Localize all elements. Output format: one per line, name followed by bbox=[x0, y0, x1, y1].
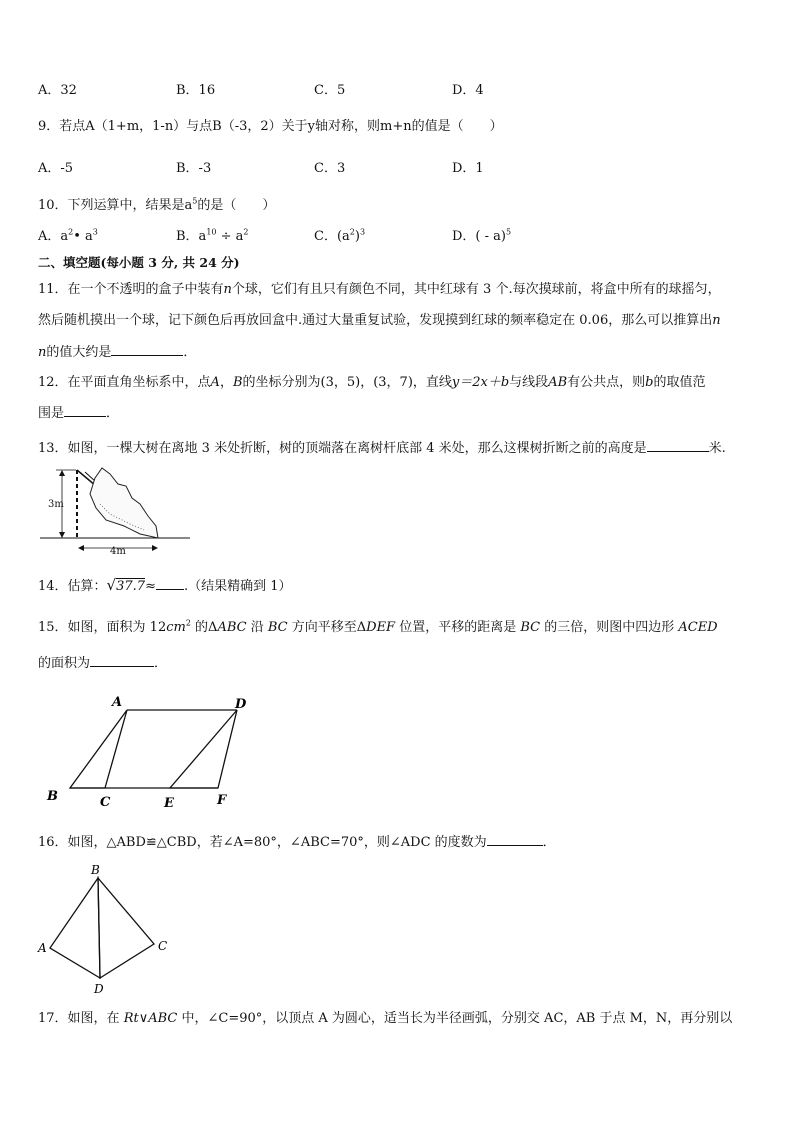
triangle-abd bbox=[50, 878, 100, 978]
q11-line2: 然后随机摸出一个球，记下颜色后再放回盒中.通过大量重复试验，发现摸到红球的频率稳定在 0.06，那么可以推算出n bbox=[38, 313, 721, 328]
q9-option-c[interactable]: C．3 bbox=[314, 161, 346, 176]
vertex-e: E bbox=[164, 796, 174, 811]
q16-congruent-triangles-figure bbox=[34, 860, 174, 998]
vertex-d: D bbox=[94, 982, 104, 996]
q9-stem: 9．若点A（1+m，1-n）与点B（-3，2）关于y轴对称，则m+n的值是（ ） bbox=[38, 119, 503, 134]
q15-translation-figure bbox=[40, 690, 270, 812]
q15-answer-blank[interactable] bbox=[90, 654, 154, 667]
vertex-b: B bbox=[91, 863, 100, 877]
q8-option-a[interactable]: A．32 bbox=[38, 83, 77, 98]
triangle-def bbox=[170, 710, 237, 788]
q12-line1: 12．在平面直角坐标系中，点A，B的坐标分别为(3，5)，(3，7)，直线y＝2x＋b与线段AB有公共点，则b的取值范 bbox=[38, 375, 706, 390]
q11-answer-blank[interactable] bbox=[111, 343, 183, 356]
q8-option-d[interactable]: D．4 bbox=[452, 83, 484, 98]
q15-line2: 的面积为 ． bbox=[38, 656, 168, 671]
vertex-a: A bbox=[38, 941, 47, 955]
q12-line2: 围是 ． bbox=[38, 406, 120, 421]
q9-option-a[interactable]: A．-5 bbox=[38, 161, 74, 176]
vertex-c: C bbox=[100, 795, 111, 810]
q11-line1: 11．在一个不透明的盒子中装有n个球，它们有且只有颜色不同，其中红球有 3 个.每次摸球前，将盒中所有的球摇匀， bbox=[38, 282, 721, 297]
q13-stem: 13．如图，一棵大树在离地 3 米处折断，树的顶端落在离树杆底部 4 米处，那么这棵树折断之前的高度是 米. bbox=[38, 441, 726, 456]
q9-option-b[interactable]: B．-3 bbox=[176, 161, 212, 176]
q9-option-d[interactable]: D．1 bbox=[452, 161, 484, 176]
triangle-cbd bbox=[98, 878, 154, 978]
q11-line3: n的值大约是 ． bbox=[38, 345, 197, 360]
q15-line1: 15．如图，面积为 $12cm^2$ 的ΔABC 沿 BC 方向平移至ΔDEF 位置，平移的距离是 BC 的三倍，则图中四边形 ACED bbox=[38, 618, 718, 635]
vertex-f: F bbox=[217, 793, 227, 808]
foliage bbox=[90, 468, 158, 538]
vertex-a: A bbox=[112, 695, 123, 710]
q8-option-b[interactable]: B．16 bbox=[176, 83, 216, 98]
q10-stem: 10．下列运算中，结果是$a^5$的是（ ） bbox=[38, 196, 276, 213]
q14-answer-blank[interactable] bbox=[156, 577, 184, 590]
q13-answer-blank[interactable] bbox=[647, 439, 709, 452]
q10-option-a[interactable]: A．$a^2•$ $a^3$ bbox=[38, 227, 98, 244]
label-4m: 4m bbox=[110, 546, 126, 557]
q10-option-d[interactable]: D．( - a)$^5$ bbox=[452, 227, 512, 244]
q17-stem: 17．如图，在 Rt∨ABC 中，∠C=90°，以顶点 A 为圆心，适当长为半径画弧，分别交 AC，AB 于点 M，N，再分别以 bbox=[38, 1011, 733, 1026]
q13-broken-tree-figure bbox=[40, 464, 190, 560]
q16-answer-blank[interactable] bbox=[487, 833, 543, 846]
triangle-abc bbox=[70, 710, 127, 788]
q10-option-b[interactable]: B．$a^{10} \div a^2$ bbox=[176, 227, 249, 244]
label-3m: 3m bbox=[48, 499, 64, 510]
q12-answer-blank[interactable] bbox=[64, 404, 106, 417]
section-heading-fill-blank: 二、填空题(每小题 3 分, 共 24 分) bbox=[38, 255, 240, 270]
vertex-b: B bbox=[47, 789, 58, 804]
q10-option-c[interactable]: C．$(a^2)^3$ bbox=[314, 227, 366, 244]
q16-stem: 16．如图，△ABD≌△CBD，若∠A=80°，∠ABC=70°，则∠ADC 的度数为 ． bbox=[38, 835, 556, 850]
sqrt-symbol: √ bbox=[106, 576, 117, 594]
vertex-d: D bbox=[235, 697, 247, 712]
vertex-c: C bbox=[158, 939, 168, 953]
q14-stem: 14．估算：√37.7≈ .（结果精确到 1） bbox=[38, 576, 292, 594]
q8-option-c[interactable]: C．5 bbox=[314, 83, 346, 98]
